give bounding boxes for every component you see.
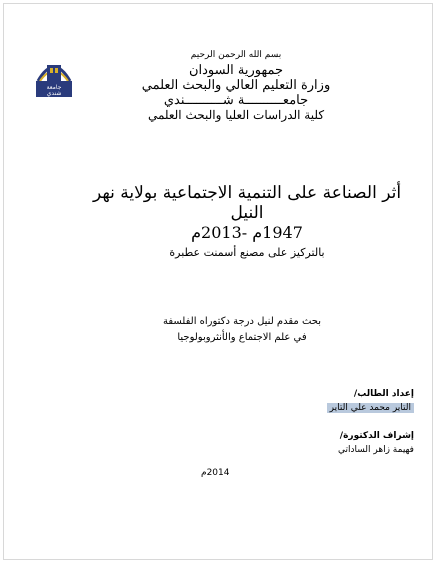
submission-year: 2014م (201, 468, 230, 478)
thesis-title-subtitle: بالتركيز على مصنع أسمنت عطبرة (169, 246, 325, 259)
thesis-title (80, 183, 414, 260)
supervisor-label: إشراف الدكتورة/ (339, 431, 414, 441)
svg-text:شندي: شندي (46, 90, 62, 97)
purpose-degree: بحث مقدم لنيل درجة دكتوراه الفلسفة (162, 316, 322, 327)
svg-text:جامعة: جامعة (46, 84, 62, 91)
student-label: إعداد الطالب/ (353, 389, 414, 399)
university-seal-icon (34, 55, 74, 99)
thesis-title-main: أثر الصناعة على التنمية الاجتماعية بولاية نهر النيل (92, 183, 402, 223)
country-name: جمهورية السودان (188, 63, 284, 78)
student-block (327, 389, 414, 413)
ministry-name: وزارة التعليم العالي والبحث العلمي (141, 78, 331, 93)
basmala: بسم الله الرحمن الرحيم (190, 50, 282, 60)
thesis-title-period: 1947م -2013م (191, 223, 303, 242)
supervisor-block (338, 431, 414, 455)
purpose-field: في علم الاجتماع والأنثروبولوجيا (177, 332, 307, 343)
university-name: جامعــــــــــة شــــــــــندي (163, 93, 309, 108)
student-name: التاير محمد علي التاير (327, 403, 414, 413)
college-name: كلية الدراسات العليا والبحث العلمي (147, 108, 325, 122)
thesis-purpose (76, 314, 408, 346)
supervisor-name: فهيمة زاهر الساداتي (337, 445, 414, 455)
header-block (86, 48, 386, 123)
